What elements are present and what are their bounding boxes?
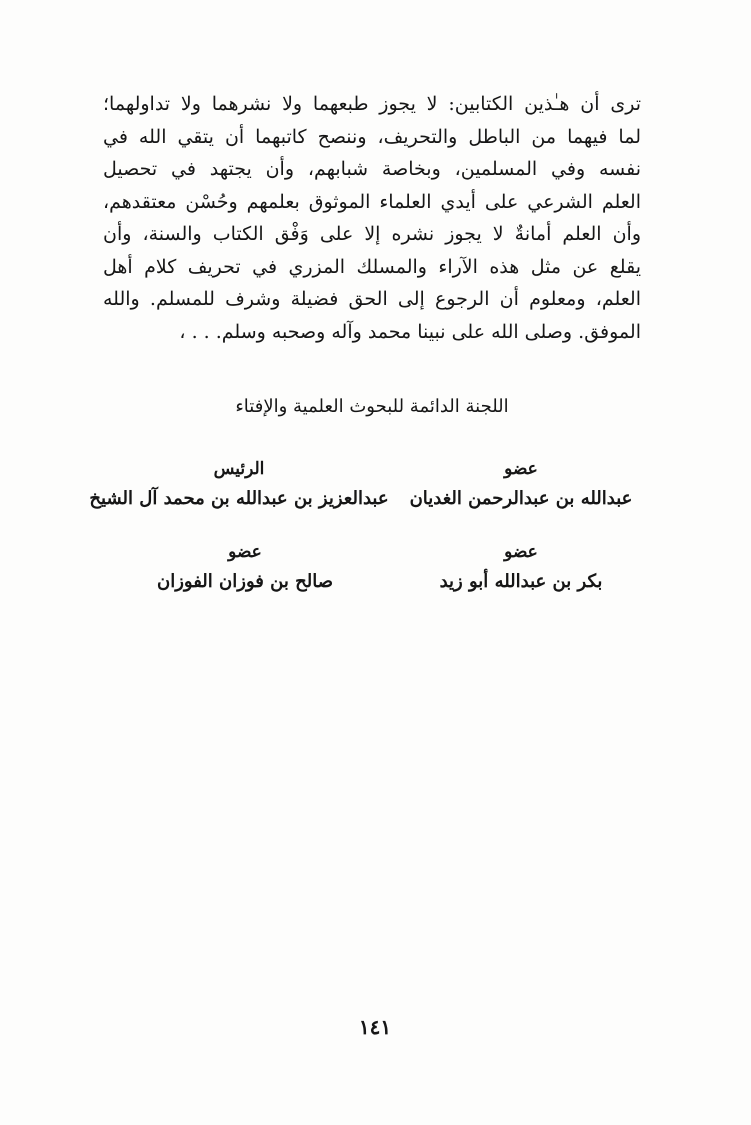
body-line-5: وأن العلم أمانةٌ لا يجوز نشره إلا على وَفْق الكتاب والسنة، وأن bbox=[103, 223, 641, 245]
body-line-2: لما فيهما من الباطل والتحريف، وننصح كاتبهما أن يتقي الله في bbox=[103, 125, 641, 148]
signatory-role: عضو bbox=[228, 542, 262, 562]
body-line-8: الموفق. وصلى الله على نبينا محمد وآله وصحبه وسلم. . . ، bbox=[179, 320, 641, 343]
body-line-3: نفسه وفي المسلمين، وبخاصة شبابهم، وأن يجتهد في تحصيل bbox=[103, 158, 641, 180]
body-line-4: العلم الشرعي على أيدي العلماء الموثوق بعلمهم وحُسْن معتقدهم، bbox=[103, 190, 641, 213]
signatory-member-3 bbox=[110, 537, 380, 597]
signatory-name: عبدالله بن عبدالرحمن الغديان bbox=[409, 488, 633, 509]
signatory-role: عضو bbox=[504, 459, 538, 479]
signatory-role: الرئيس bbox=[213, 459, 265, 479]
body-line-7: العلم، ومعلوم أن الرجوع إلى الحق فضيلة وشرف للمسلم. والله bbox=[103, 288, 641, 310]
body-line-1: ترى أن هـٰذين الكتابين: لا يجوز طبعهما ولا نشرهما ولا تداولهما؛ bbox=[103, 93, 641, 115]
page-number: ١٤١ bbox=[358, 1015, 392, 1039]
body-line-6: يقلع عن مثل هذه الآراء والمسلك المزري في تحريف كلام أهل bbox=[103, 255, 641, 278]
signatory-name: عبدالعزيز بن عبدالله بن محمد آل الشيخ bbox=[89, 488, 389, 509]
signatory-member-2 bbox=[400, 537, 642, 597]
signatory-name: صالح بن فوزان الفوزان bbox=[156, 571, 333, 592]
signatory-chairman bbox=[80, 454, 398, 514]
signatory-member-1 bbox=[400, 454, 642, 514]
signatory-name: بكر بن عبدالله أبو زيد bbox=[439, 571, 603, 592]
fatwa-body-text bbox=[103, 88, 641, 348]
signatory-role: عضو bbox=[504, 542, 538, 562]
committee-title: اللجنة الدائمة للبحوث العلمية والإفتاء bbox=[235, 396, 509, 417]
